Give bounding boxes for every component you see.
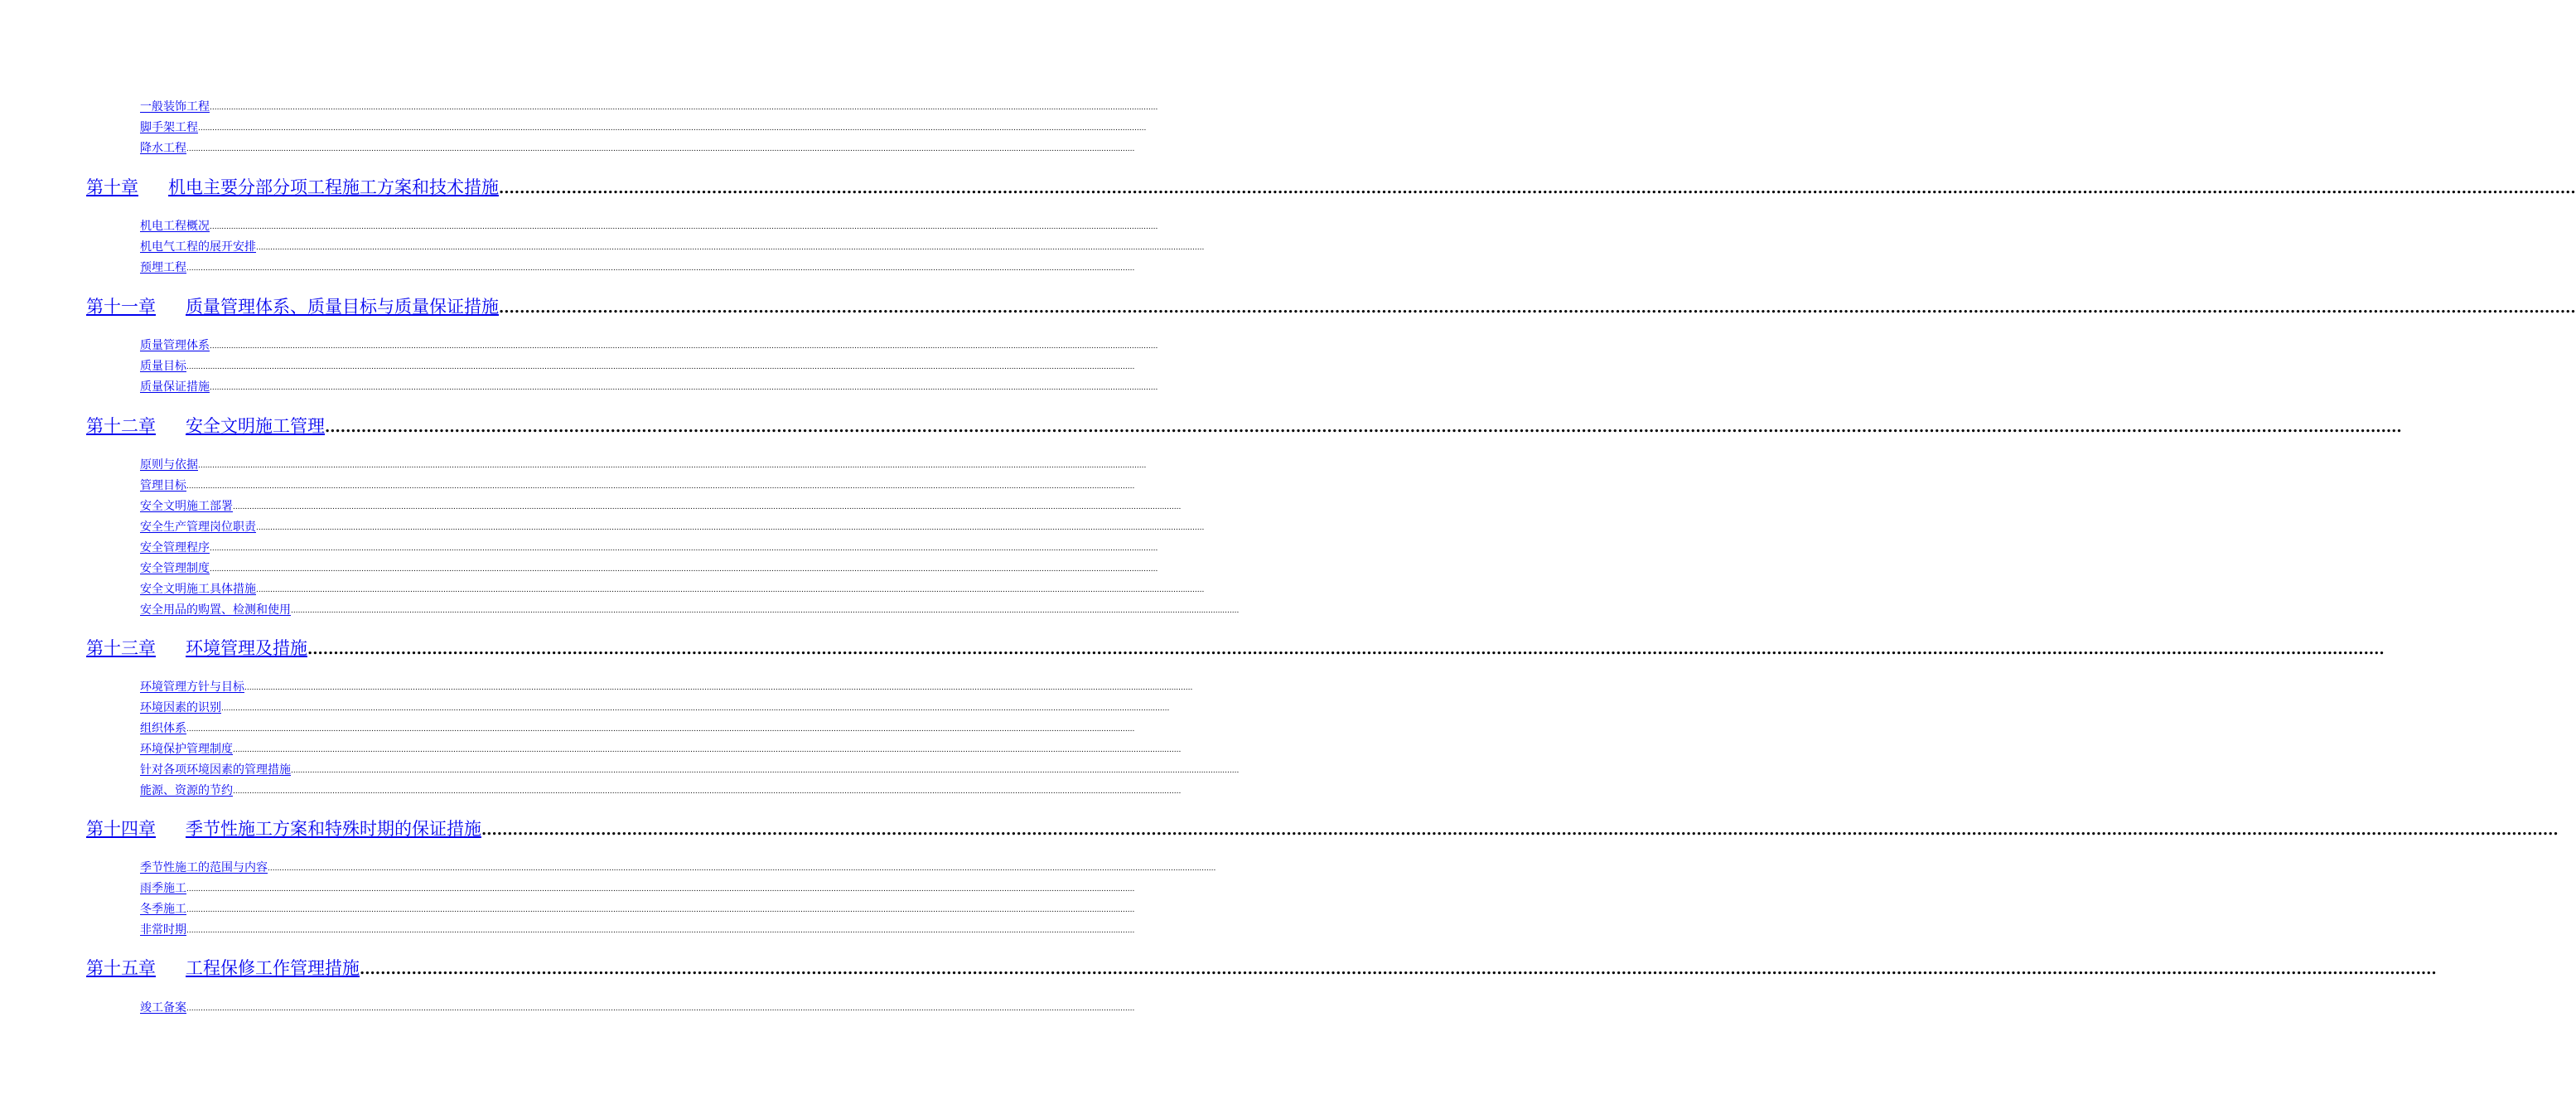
toc-chapter-link[interactable] (86, 635, 307, 660)
toc-entry[interactable] (140, 357, 1135, 374)
toc-entry[interactable] (140, 217, 1158, 234)
dot-leader: ................................................................................................................................................................................................................................................................................................................................................................................................................ (210, 545, 1158, 553)
chapter-number: 第十五章 (86, 958, 156, 978)
dot-leader: ................................................................................................................................................................................................................................................................................................................................................................................................................ (186, 482, 1135, 491)
toc-link[interactable]: 环境保护管理制度 (140, 743, 233, 756)
toc-link[interactable]: 能源、资源的节约 (140, 784, 233, 797)
dot-leader: ................................................................................................................................................................................................................................................................................................................................................................................................................ (186, 725, 1135, 734)
toc-entry[interactable] (140, 719, 1135, 736)
toc-entry[interactable] (140, 497, 1182, 514)
chapter-number: 第十二章 (86, 416, 156, 436)
toc-link[interactable]: 环境管理方针与目标 (140, 681, 244, 694)
chapter-title: 质量管理体系、质量目标与质量保证措施 (186, 297, 499, 317)
dot-leader: ................................................................................................................................................................................................................................................................................................................................................................................................................ (360, 961, 2437, 978)
dot-leader: ................................................................................................................................................................................................................................................................................................................................................................................................................ (186, 927, 1135, 935)
dot-leader: ................................................................................................................................................................................................................................................................................................................................................................................................................ (198, 124, 1147, 133)
dot-leader: ................................................................................................................................................................................................................................................................................................................................................................................................................ (256, 586, 1205, 594)
toc-entry[interactable] (140, 238, 1205, 254)
toc-entry[interactable] (140, 456, 1147, 472)
dot-leader: ................................................................................................................................................................................................................................................................................................................................................................................................................ (325, 419, 2402, 436)
toc-chapter-link[interactable] (86, 174, 499, 199)
dot-leader: ................................................................................................................................................................................................................................................................................................................................................................................................................ (210, 384, 1158, 392)
toc-chapter-link[interactable] (86, 816, 481, 840)
toc-link[interactable]: 机电工程概况 (140, 220, 210, 233)
toc-link[interactable]: 安全文明施工具体措施 (140, 583, 256, 596)
toc-chapter[interactable] (86, 295, 2576, 318)
toc-entry[interactable] (140, 559, 1158, 576)
toc-entry[interactable] (140, 740, 1182, 757)
toc-link[interactable]: 质量保证措施 (140, 380, 210, 394)
dot-leader: ................................................................................................................................................................................................................................................................................................................................................................................................................ (210, 104, 1158, 112)
toc-link[interactable]: 机电气工程的展开安排 (140, 240, 256, 254)
dot-leader: ................................................................................................................................................................................................................................................................................................................................................................................................................ (186, 145, 1135, 153)
toc-chapter[interactable] (86, 957, 2437, 980)
toc-link[interactable]: 脚手架工程 (140, 121, 198, 134)
toc-link[interactable]: 安全管理制度 (140, 562, 210, 575)
dot-leader: ................................................................................................................................................................................................................................................................................................................................................................................................................ (233, 503, 1182, 511)
dot-leader: ................................................................................................................................................................................................................................................................................................................................................................................................................ (268, 865, 1216, 873)
toc-entry[interactable] (140, 782, 1182, 798)
toc-chapter[interactable] (86, 817, 2559, 840)
toc-chapter[interactable] (86, 414, 2402, 438)
toc-link[interactable]: 针对各项环境因素的管理措施 (140, 763, 291, 777)
toc-chapter-link[interactable] (86, 293, 499, 318)
dot-leader: ................................................................................................................................................................................................................................................................................................................................................................................................................ (186, 906, 1135, 914)
toc-link[interactable]: 质量目标 (140, 360, 186, 373)
toc-entry[interactable] (140, 378, 1158, 395)
toc-link[interactable]: 降水工程 (140, 142, 186, 155)
toc-entry[interactable] (140, 879, 1135, 896)
toc-chapter[interactable] (86, 637, 2385, 660)
dot-leader: ................................................................................................................................................................................................................................................................................................................................................................................................................ (198, 462, 1147, 470)
toc-chapter-link[interactable] (86, 413, 325, 438)
dot-leader: ................................................................................................................................................................................................................................................................................................................................................................................................................ (210, 223, 1158, 231)
toc-link[interactable]: 安全管理程序 (140, 541, 210, 555)
dot-leader: ................................................................................................................................................................................................................................................................................................................................................................................................................ (256, 244, 1205, 252)
chapter-number: 第十章 (86, 177, 138, 197)
toc-link[interactable]: 预埋工程 (140, 261, 186, 274)
chapter-title: 安全文明施工管理 (186, 416, 325, 436)
toc-entry[interactable] (140, 761, 1240, 777)
toc-entry[interactable] (140, 921, 1135, 937)
dot-leader: ................................................................................................................................................................................................................................................................................................................................................................................................................ (233, 787, 1182, 796)
toc-entry[interactable] (140, 678, 1193, 695)
dot-leader: ................................................................................................................................................................................................................................................................................................................................................................................................................ (221, 705, 1170, 713)
toc-link[interactable]: 竣工备案 (140, 1001, 186, 1015)
dot-leader: ................................................................................................................................................................................................................................................................................................................................................................................................................ (256, 524, 1205, 532)
toc-entry[interactable] (140, 259, 1135, 275)
toc-entry[interactable] (140, 539, 1158, 555)
toc-link[interactable]: 雨季施工 (140, 882, 186, 895)
toc-link[interactable]: 安全用品的购置、检测和使用 (140, 603, 291, 617)
dot-leader: ................................................................................................................................................................................................................................................................................................................................................................................................................ (481, 821, 2559, 839)
dot-leader: ................................................................................................................................................................................................................................................................................................................................................................................................................ (499, 180, 2576, 197)
chapter-number: 第十一章 (86, 297, 156, 317)
chapter-title: 季节性施工方案和特殊时期的保证措施 (186, 819, 481, 839)
toc-entry[interactable] (140, 859, 1216, 875)
chapter-title: 环境管理及措施 (186, 638, 307, 658)
toc-entry[interactable] (140, 580, 1205, 597)
toc-chapter-link[interactable] (86, 955, 360, 980)
toc-link[interactable]: 质量管理体系 (140, 339, 210, 352)
toc-entry[interactable] (140, 999, 1135, 1015)
toc-link[interactable]: 冬季施工 (140, 903, 186, 916)
dot-leader: ................................................................................................................................................................................................................................................................................................................................................................................................................ (186, 1005, 1135, 1013)
toc-entry[interactable] (140, 477, 1135, 493)
dot-leader: ................................................................................................................................................................................................................................................................................................................................................................................................................ (210, 342, 1158, 351)
dot-leader: ................................................................................................................................................................................................................................................................................................................................................................................................................ (186, 363, 1135, 371)
dot-leader: ................................................................................................................................................................................................................................................................................................................................................................................................................ (291, 767, 1240, 775)
dot-leader: ................................................................................................................................................................................................................................................................................................................................................................................................................ (291, 607, 1240, 615)
dot-leader: ................................................................................................................................................................................................................................................................................................................................................................................................................ (186, 885, 1135, 894)
toc-entry[interactable] (140, 900, 1135, 917)
dot-leader: ................................................................................................................................................................................................................................................................................................................................................................................................................ (210, 565, 1158, 574)
toc-entry[interactable] (140, 119, 1147, 135)
toc-link[interactable]: 非常时期 (140, 923, 186, 937)
toc-link[interactable]: 一般装饰工程 (140, 100, 210, 114)
toc-link[interactable]: 安全生产管理岗位职责 (140, 521, 256, 534)
chapter-title: 工程保修工作管理措施 (186, 958, 360, 978)
dot-leader: ................................................................................................................................................................................................................................................................................................................................................................................................................ (307, 641, 2385, 658)
toc-entry[interactable] (140, 98, 1158, 114)
toc-link[interactable]: 季节性施工的范围与内容 (140, 861, 268, 874)
dot-leader: ................................................................................................................................................................................................................................................................................................................................................................................................................ (244, 684, 1193, 692)
toc-entry[interactable] (140, 337, 1158, 353)
toc-entry[interactable] (140, 139, 1135, 156)
toc-entry[interactable] (140, 699, 1170, 715)
toc-link[interactable]: 原则与依据 (140, 458, 198, 472)
dot-leader: ................................................................................................................................................................................................................................................................................................................................................................................................................ (499, 299, 2576, 317)
chapter-title: 机电主要分部分项工程施工方案和技术措施 (168, 177, 499, 197)
toc-link[interactable]: 环境因素的识别 (140, 701, 221, 714)
toc-entry[interactable] (140, 601, 1240, 618)
dot-leader: ................................................................................................................................................................................................................................................................................................................................................................................................................ (186, 264, 1135, 273)
toc-link[interactable]: 管理目标 (140, 479, 186, 492)
chapter-number: 第十四章 (86, 819, 156, 839)
toc-chapter[interactable] (86, 176, 2576, 199)
chapter-number: 第十三章 (86, 638, 156, 658)
toc-entry[interactable] (140, 518, 1205, 535)
toc-link[interactable]: 安全文明施工部署 (140, 500, 233, 513)
toc-link[interactable]: 组织体系 (140, 722, 186, 735)
dot-leader: ................................................................................................................................................................................................................................................................................................................................................................................................................ (233, 746, 1182, 754)
